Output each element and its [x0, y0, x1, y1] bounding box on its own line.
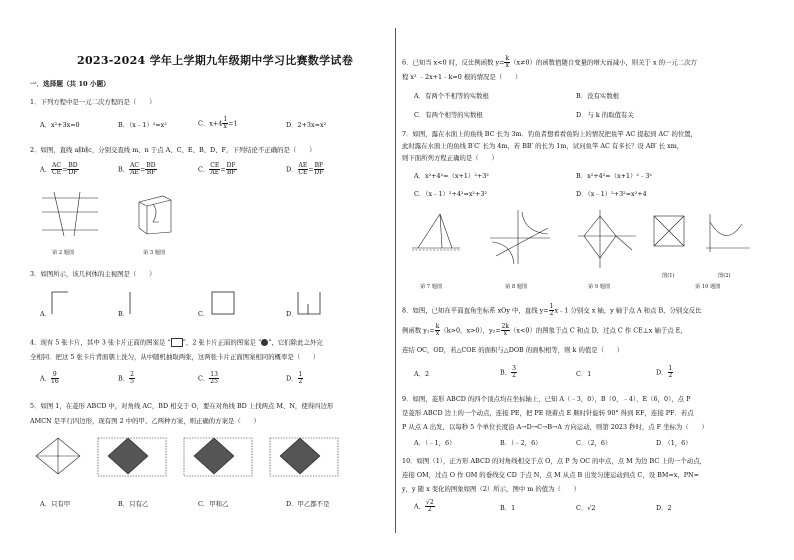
q2-stem: 2．如图，直线 a∥b∥c，分别交直线 m、n 于点 A、C、E、B、D、F，下列结论不正确的是（ ） — [30, 146, 316, 154]
q2-option-a: A． $\frac{AC}{CE}$ = $\frac{BD}{DF}$ — [40, 162, 78, 176]
q8-option-a: A．2 — [414, 370, 430, 378]
q7-to-q10-figures — [410, 208, 790, 276]
q4-line1: 4．现有 5 张卡片，其中 3 张卡片正面的图案是 “ ”，2 张卡片正面的图案是 “ ”，它们除此之外完 — [30, 338, 323, 347]
q1-option-a: A．x²+3x=0 — [40, 121, 80, 129]
exam-title: 2023-2024 学年上学期九年级期中学习比赛数学试卷 — [76, 54, 354, 67]
q8-line2: 例函数 y₁= $\frac{k}{x}$ （k>0，x>0），y₂= $\frac{2k}{x}$ （x<0）的图象于点 C 和点 D，过点 C 作 CE⊥x 轴于点 E， — [402, 323, 687, 337]
q10-option-a: A． $\frac{√2}{2}$ — [414, 499, 434, 513]
q5-option-d: D．甲乙都不是 — [286, 500, 330, 508]
q5-option-c: C．甲和乙 — [198, 500, 229, 508]
q2-option-c: C． $\frac{CE}{AE}$ = $\frac{DF}{BF}$ — [198, 162, 236, 176]
q2-option-b: B． $\frac{AC}{AE}$ = $\frac{BD}{BF}$ — [118, 162, 156, 176]
pattern-1-icon — [171, 338, 183, 347]
q5-option-b: B．只有乙 — [118, 500, 149, 508]
q10-line1: 10．如图（1），正方形 ABCD 的对角线相交于点 O，点 P 为 OC 的中点，点 M 为边 BC 上的一个动点， — [402, 457, 706, 465]
q3-option-b: B． — [118, 310, 130, 318]
section-heading: 一．选择题（共 10 小题） — [30, 80, 110, 88]
q8-figure-caption: 第 8 题图 — [505, 284, 528, 290]
q10-figure2-label: 图(2) — [718, 273, 731, 279]
q3-option-d-shape — [296, 290, 322, 316]
q6-option-c: C．有两个相等的实数根 — [414, 111, 483, 119]
q3-stem: 3．如图所示，该几何体的主视图是（ ） — [30, 270, 156, 278]
q6-option-d: D．与 k 的取值有关 — [576, 111, 634, 119]
q7-line3: 则下面所列方程正确的是（ ） — [402, 154, 498, 162]
q9-option-b: B．（﹣2，6） — [500, 439, 542, 447]
q10-line3: y，y 随 x 变化的图象如图（2）所示，图中 m 的值为（ ） — [402, 485, 581, 493]
q10-option-c: C．√2 — [576, 504, 596, 512]
q7-option-d: D．（x﹣1）²+3²=x²+4 — [576, 190, 647, 198]
q4-option-a: A． $\frac{9}{16}$ — [40, 371, 59, 385]
q8-line1: 8．如图，已知在平面直角坐标系 xOy 中，直线 y= $\frac{1}{2}$ x﹣1 分别交 x 轴，y 轴于点 A 和点 B，分别交反比 — [402, 303, 702, 317]
q9-line1: 9．如图，菱形 ABCD 的四个顶点均在坐标轴上，已知 A（﹣3，0），B（0，﹣4），E（6，0），点 P — [402, 395, 691, 403]
q9-line3: P 从点 A 出发，以每秒 5 个单位长度沿 A→D→C→B→A 方向运动，则第 2023 秒时，点 F 坐标为（ ） — [402, 423, 708, 431]
q10-option-b: B．1 — [500, 504, 516, 512]
q2-figure — [40, 190, 100, 240]
q1-stem: 1．下列方程中是一元二次方程的是（ ） — [30, 98, 156, 106]
q8-option-d: D． $\frac{1}{2}$ — [656, 365, 673, 379]
q9-option-a: A．（﹣1，6） — [414, 439, 456, 447]
q7-line2: 此时露在水面上的鱼线 B′C′ 长为 4m，若 BB′ 的长为 1m，试问鱼竿 AC 有多长？设 AB′ 长 xm， — [402, 142, 684, 150]
q1-option-c: C．x+4 $\frac{1}{x}$ =1 — [198, 116, 238, 130]
q4-option-d: D． $\frac{1}{2}$ — [286, 371, 303, 385]
q3-option-c-shape — [210, 290, 236, 316]
q6-line2: 程 x² ﹣2x+1﹣k=0 根的情况是（ ） — [402, 73, 522, 81]
q6-line1: 6．已知当 x<0 时，反比例函数 y= $\frac{k}{x}$ （x≠0）的函数值随自变量的增大而减小，则关于 x 的一元二次方 — [402, 55, 697, 69]
q3-figure-caption: 第 3 题图 — [143, 250, 166, 256]
q6-option-b: B．没有实数根 — [576, 92, 620, 100]
left-column — [0, 0, 393, 560]
q3-figure — [135, 192, 175, 236]
q3-option-d: D． — [286, 310, 298, 318]
q5-option-a: A．只有甲 — [40, 500, 71, 508]
q7-figure-caption: 第 7 题图 — [420, 284, 443, 290]
q8-option-c: C．1 — [576, 370, 592, 378]
q3-option-a-shape — [50, 290, 70, 316]
q1-option-d: D．2+3x=x² — [286, 121, 327, 129]
q10-line2: 连接 OM，过点 O 作 OM 的垂线交 CD 于点 N，点 M 从点 B 出发匀速运动到点 C，设 BM=x，PN= — [402, 471, 699, 479]
q7-option-c: C．（x﹣1）²+4²=x²+3² — [414, 190, 487, 198]
q9-option-d: D．（1，6） — [656, 439, 692, 447]
q3-option-b-shape — [128, 290, 148, 316]
q2-option-d: D． $\frac{AE}{CE}$ = $\frac{BF}{DF}$ — [286, 162, 324, 176]
q10-figure1-label: 图(1) — [662, 273, 675, 279]
q3-option-c: C． — [198, 310, 210, 318]
q4-line2: 全相同．把这 5 张卡片背面朝上洗匀，从中随机抽取两张，这两张卡片正面图案相同的概率是（ ） — [30, 353, 320, 361]
q7-line1: 7．如图，露在水面上的鱼线 BC 长为 3m．钓鱼者想看看鱼钩上的情况把鱼竿 AC 提起到 AC′ 的位置， — [402, 130, 698, 138]
q4-option-c: C． $\frac{13}{25}$ — [198, 371, 218, 385]
q9-figure-caption: 第 9 题图 — [588, 284, 611, 290]
q7-option-a: A．x²+4²=（x+1）²+3² — [414, 172, 489, 180]
q8-line3: 连结 OC，OD，若△COE 的面积与△DOB 的面积相等，则 k 的值是（ ） — [402, 346, 624, 354]
q9-line2: 是菱形 ABCD 边上的一个动点，连接 PE，把 PE 绕着点 E 顺时针旋转 90° 得到 EF，连接 PF．若点 — [402, 409, 694, 417]
q3-option-a: A． — [40, 310, 52, 318]
q6-option-a: A．有两个不相等的实数根 — [414, 92, 489, 100]
q4-option-b: B． $\frac{2}{5}$ — [118, 371, 134, 385]
q10-figure-caption: 第 10 题图 — [695, 284, 721, 290]
q5-figures — [34, 432, 374, 482]
q9-option-c: C．（2，6） — [576, 439, 612, 447]
q1-option-b: B．（x﹣1）²=x² — [118, 121, 167, 129]
column-divider — [395, 28, 396, 533]
q5-line1: 5．如图 1，在菱形 ABCD 中，对角线 AC，BD 相交于 O，要在对角线 BD 上找两点 M、N，使得四边形 — [30, 402, 334, 410]
q8-option-b: B． $\frac{3}{2}$ — [500, 365, 516, 379]
q7-option-b: B．x²+4²=（x+1）²﹣3² — [576, 172, 652, 180]
q2-figure-caption: 第 2 题图 — [52, 250, 75, 256]
right-column — [400, 0, 794, 560]
q5-line2: AMCN 是平行四边形，现有图 2 中的甲、乙两种方案，则正确的方案是（ ） — [30, 417, 260, 425]
q10-option-d: D．2 — [656, 504, 672, 512]
